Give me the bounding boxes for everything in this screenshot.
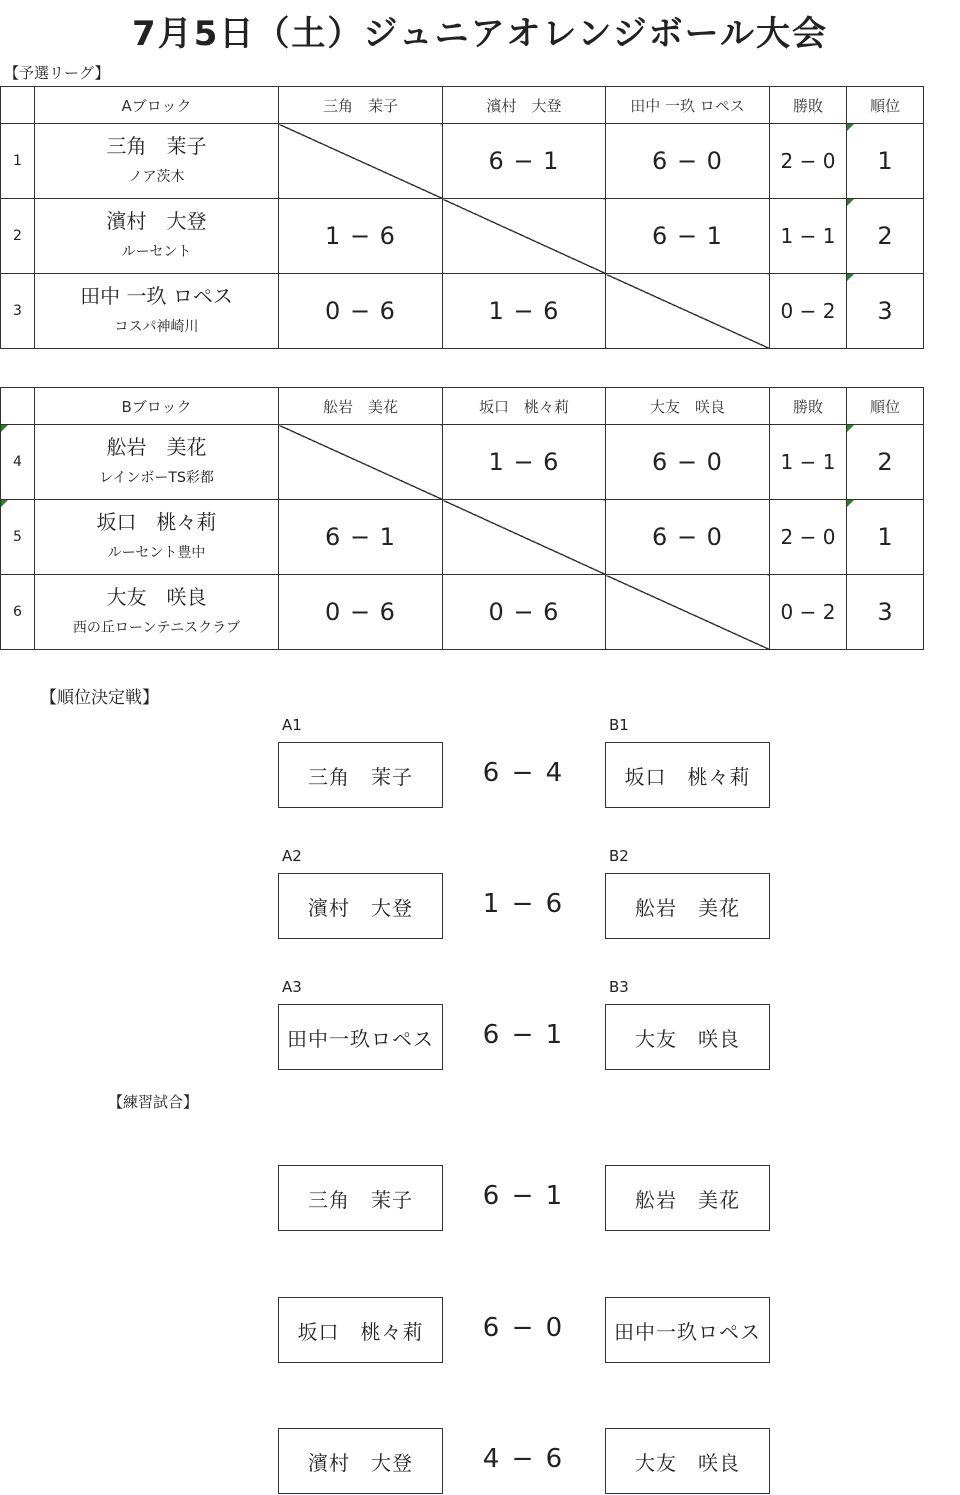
table-row	[1, 500, 924, 575]
match-player-box: 坂口 桃々莉	[605, 742, 770, 808]
match-player-box: 三角 茉子	[278, 742, 443, 808]
match-score: 6 − 0	[482, 1313, 565, 1343]
block-b-header-row	[1, 388, 924, 425]
rank-cell	[847, 274, 924, 349]
rank-value: 1	[877, 523, 893, 551]
player-number: 1	[1, 124, 35, 199]
player-cell	[35, 500, 279, 575]
table-row	[1, 425, 924, 500]
player-number-value: 5	[13, 529, 22, 545]
rank-cell	[847, 124, 924, 199]
header-opponent: 坂口 桃々莉	[443, 388, 606, 425]
practice-label: 【練習試合】	[108, 1093, 199, 1111]
table-row	[1, 124, 924, 199]
prelim-label: 【予選リーグ】	[4, 64, 110, 82]
comment-marker	[1, 500, 8, 507]
match-player-box: 田中一玖ロペス	[605, 1297, 770, 1363]
rank-value: 2	[877, 448, 893, 476]
page-title: 7月5日（土）ジュニアオレンジボール大会	[132, 14, 828, 54]
match-score: 1 − 6	[443, 425, 606, 500]
rank-cell	[847, 575, 924, 650]
match-score: 4 − 6	[482, 1444, 565, 1474]
seed-label: B1	[609, 716, 629, 734]
block-a-header-row	[1, 87, 924, 124]
player-cell	[35, 425, 279, 500]
match-score: 6 − 1	[443, 124, 606, 199]
match-score: 6 − 4	[482, 758, 565, 788]
win-loss: 2 − 0	[770, 124, 847, 199]
comment-marker	[1, 425, 8, 432]
placement-label: 【順位決定戦】	[40, 688, 159, 708]
table-row	[1, 274, 924, 349]
comment-marker	[847, 274, 854, 281]
player-club: ルーセント豊中	[107, 545, 206, 561]
player-club: 西の丘ローンテニスクラブ	[72, 620, 241, 636]
header-opponent: 舩岩 美花	[279, 388, 443, 425]
match-player-box: 濱村 大登	[278, 873, 443, 939]
match-score: 6 − 0	[606, 425, 770, 500]
player-cell	[35, 274, 279, 349]
player-name: 大友 咲良	[106, 585, 207, 609]
match-player-box: 濱村 大登	[278, 1428, 443, 1494]
table-row	[1, 575, 924, 650]
player-name: 舩岩 美花	[106, 435, 207, 459]
rank-cell	[847, 500, 924, 575]
block-a-table	[0, 86, 924, 349]
comment-marker	[847, 500, 854, 507]
player-cell	[35, 124, 279, 199]
player-number: 6	[1, 575, 35, 650]
rank-cell	[847, 425, 924, 500]
player-number: 3	[1, 274, 35, 349]
player-cell	[35, 575, 279, 650]
player-number	[1, 500, 35, 575]
match-score: 0 − 6	[279, 274, 443, 349]
match-player-box: 大友 咲良	[605, 1004, 770, 1070]
match-score: 6 − 1	[606, 199, 770, 274]
match-player-box: 田中一玖ロペス	[278, 1004, 443, 1070]
match-score: 0 − 6	[443, 575, 606, 650]
player-name: 坂口 桃々莉	[96, 510, 217, 534]
win-loss: 2 − 0	[770, 500, 847, 575]
match-player-box: 三角 茉子	[278, 1165, 443, 1231]
seed-label: B2	[609, 847, 629, 865]
header-opponent: 田中 一玖 ロペス	[606, 87, 770, 124]
win-loss: 1 − 1	[770, 425, 847, 500]
header-opponent: 大友 咲良	[606, 388, 770, 425]
player-name: 三角 茉子	[106, 134, 207, 158]
self-match-cell	[606, 575, 770, 650]
player-number	[1, 425, 35, 500]
self-match-cell	[443, 500, 606, 575]
match-score: 6 − 0	[606, 500, 770, 575]
match-score: 0 − 6	[279, 575, 443, 650]
match-player-box: 大友 咲良	[605, 1428, 770, 1494]
comment-marker	[847, 124, 854, 131]
comment-marker	[847, 199, 854, 206]
header-corner	[1, 388, 35, 425]
rank-value: 1	[877, 147, 893, 175]
match-score: 1 − 6	[279, 199, 443, 274]
player-name: 田中 一玖 ロペス	[80, 284, 233, 308]
header-win-loss: 勝敗	[770, 87, 847, 124]
player-club: コスパ神崎川	[114, 319, 199, 335]
seed-label: A3	[282, 978, 302, 996]
header-win-loss: 勝敗	[770, 388, 847, 425]
match-score: 1 − 6	[443, 274, 606, 349]
player-club: レインボーTS彩都	[99, 470, 214, 486]
header-opponent: 三角 茉子	[279, 87, 443, 124]
header-rank: 順位	[847, 87, 924, 124]
player-name: 濱村 大登	[106, 209, 207, 233]
match-player-box: 舩岩 美花	[605, 873, 770, 939]
self-match-cell	[279, 124, 443, 199]
match-score: 6 − 1	[482, 1181, 565, 1211]
win-loss: 0 − 2	[770, 274, 847, 349]
match-score: 1 − 6	[482, 889, 565, 919]
rank-value: 3	[877, 598, 893, 626]
win-loss: 1 − 1	[770, 199, 847, 274]
player-club: ノア茨木	[128, 169, 185, 185]
block-b-table	[0, 387, 924, 650]
seed-label: A1	[282, 716, 302, 734]
win-loss: 0 − 2	[770, 575, 847, 650]
match-score: 6 − 1	[482, 1020, 565, 1050]
header-corner	[1, 87, 35, 124]
self-match-cell	[279, 425, 443, 500]
table-row	[1, 199, 924, 274]
match-score: 6 − 0	[606, 124, 770, 199]
player-number: 2	[1, 199, 35, 274]
match-player-box: 坂口 桃々莉	[278, 1297, 443, 1363]
player-club: ルーセント	[121, 244, 192, 260]
player-number-value: 4	[13, 454, 22, 470]
comment-marker	[847, 425, 854, 432]
rank-value: 2	[877, 222, 893, 250]
match-score: 6 − 1	[279, 500, 443, 575]
match-player-box: 舩岩 美花	[605, 1165, 770, 1231]
self-match-cell	[443, 199, 606, 274]
header-opponent: 濱村 大登	[443, 87, 606, 124]
seed-label: B3	[609, 978, 629, 996]
seed-label: A2	[282, 847, 302, 865]
block-b-title: Bブロック	[35, 388, 279, 425]
self-match-cell	[606, 274, 770, 349]
block-a-title: Aブロック	[35, 87, 279, 124]
header-rank: 順位	[847, 388, 924, 425]
rank-cell	[847, 199, 924, 274]
player-cell	[35, 199, 279, 274]
rank-value: 3	[877, 297, 893, 325]
